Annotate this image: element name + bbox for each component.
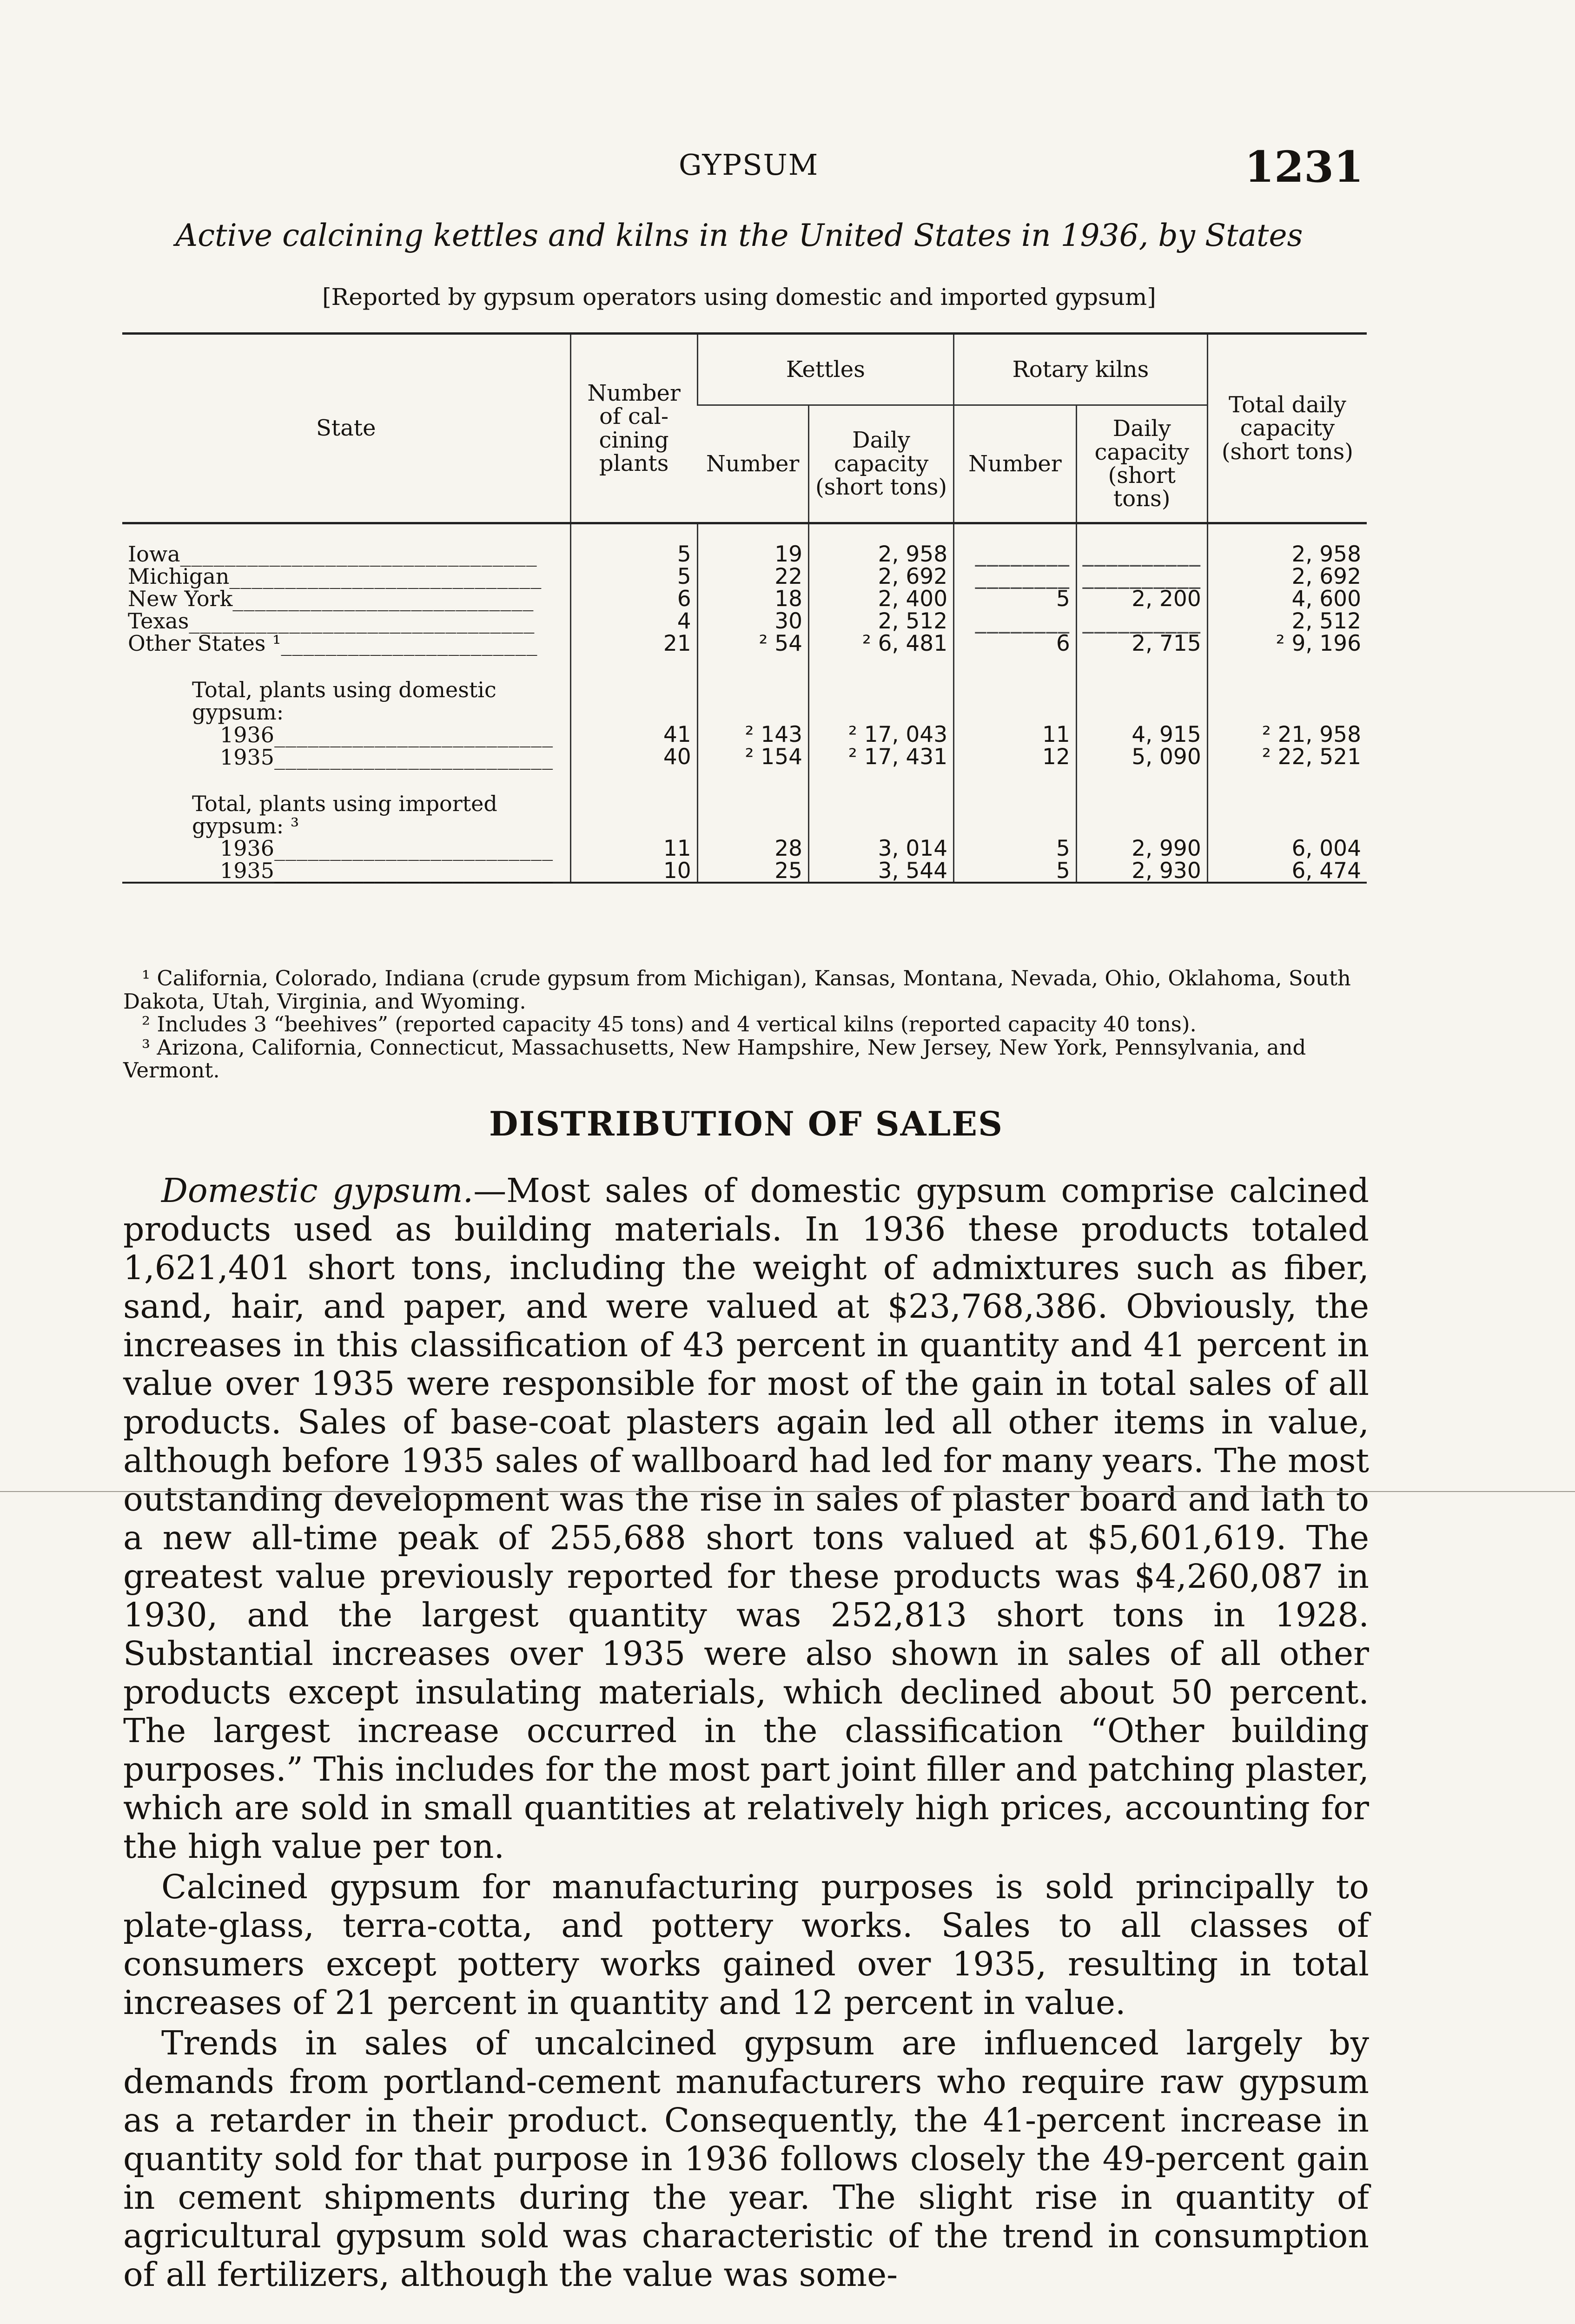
cell-kilns-capacity: __________ xyxy=(1076,565,1207,588)
col-group-rotary-kilns: Rotary kilns xyxy=(954,334,1208,405)
cell-plants: 5 xyxy=(570,565,697,588)
cell-plants: 4 xyxy=(570,610,697,632)
table-row xyxy=(122,859,1367,883)
cell-plants: 5 xyxy=(570,543,697,565)
cell-kettles-capacity: 2, 958 xyxy=(809,543,954,565)
footnote: ¹ California, Colorado, Indiana (crude gypsum from Michigan), Kansas, Montana, Nevada, Ohio, Oklahoma, South Dakota, Utah, Virginia, and Wyoming. xyxy=(123,966,1351,1014)
paragraph-text: —Most sales of domestic gypsum comprise calcined products used as building materials. In 1936 these products totaled 1,621,401 short tons, including the weight of admixtures such as fiber, sand, hair, and paper, and were valued at $23,768,386. Obviously, the increases in this classification of 43 percent in quantity and 41 percent in value over 1935 were responsible for most of the gain in total sales of all products. Sales of base-coat plasters again led all other items in value, although before 1935 sales of wallboard had led for many years. The most outstanding development was the rise in sales of plaster board and lath to a new all-time peak of 255,688 short tons valued at $5,601,619. The greatest value previously reported for these products was $4,260,087 in 1930, and the largest quantity was 252,813 short tons in 1928. Substantial increases over 1935 were also shown in sales of all other products except insulating materials, which declined about 50 percent. The largest increase occurred in the classification “Other building purposes.” This includes for the most part joint filler and patching plaster, which are sold in small quantities at relatively high prices, accounting for the high value per ton. xyxy=(123,1171,1369,1866)
col-header-kilns-number: Number xyxy=(954,405,1077,523)
cell-kilns-capacity: 2, 990 xyxy=(1076,837,1207,859)
row-label: Michigan xyxy=(128,564,230,589)
row-label: Texas xyxy=(128,608,189,634)
leader-dots: _________________________ xyxy=(274,722,554,747)
cell-total: ² 22, 521 xyxy=(1207,746,1367,768)
cell-kilns-capacity: 4, 915 xyxy=(1076,724,1207,746)
leader-dots: ____________________________ xyxy=(229,564,542,589)
cell-kilns-number: ________ xyxy=(954,565,1077,588)
leader-dots: _________________________ xyxy=(274,836,554,861)
cell-kettles-capacity: ² 17, 431 xyxy=(809,746,954,768)
row-label: 1935 xyxy=(220,744,275,770)
running-head: GYPSUM xyxy=(679,148,819,182)
cell-kettles-capacity: 2, 692 xyxy=(809,565,954,588)
table-row xyxy=(122,837,1367,859)
col-header-kettles-capacity: Daily capacity (short tons) xyxy=(809,405,954,523)
table-row xyxy=(122,543,1367,565)
cell-kilns-number: 5 xyxy=(954,588,1077,610)
table-note: [Reported by gypsum operators using domestic and imported gypsum] xyxy=(322,284,1156,310)
row-label: Iowa xyxy=(128,541,180,567)
leader-dots: _________________________ xyxy=(274,858,554,884)
cell-kilns-number: ________ xyxy=(954,543,1077,565)
cell-plants: 41 xyxy=(570,724,697,746)
cell-total: 4, 600 xyxy=(1207,588,1367,610)
section-title: DISTRIBUTION OF SALES xyxy=(489,1104,1003,1143)
table-row xyxy=(122,610,1367,632)
table-row xyxy=(122,632,1367,654)
col-group-kettles: Kettles xyxy=(697,334,953,405)
cell-kettles-capacity: ² 17, 043 xyxy=(809,724,954,746)
cell-total: ² 9, 196 xyxy=(1207,632,1367,654)
paragraph-lead: Domestic gypsum. xyxy=(161,1171,474,1210)
cell-kettles-number: ² 154 xyxy=(697,746,808,768)
row-label: 1936 xyxy=(220,836,275,861)
cell-kilns-capacity: 2, 715 xyxy=(1076,632,1207,654)
leader-dots: _______________________ xyxy=(281,631,538,656)
table-row xyxy=(122,565,1367,588)
cell-kettles-capacity: 2, 512 xyxy=(809,610,954,632)
row-label: New York xyxy=(128,586,233,611)
table-group-heading xyxy=(122,673,1367,724)
cell-plants: 6 xyxy=(570,588,697,610)
cell-kilns-capacity: 5, 090 xyxy=(1076,746,1207,768)
leader-dots: _________________________ xyxy=(274,744,554,770)
footnote: ³ Arizona, California, Connecticut, Massachusetts, New Hampshire, New Jersey, New York, Pennsylvania, and Vermont. xyxy=(123,1035,1306,1083)
cell-kettles-capacity: 3, 014 xyxy=(809,837,954,859)
scan-fold-line xyxy=(0,1491,1575,1492)
cell-kettles-number: 25 xyxy=(697,859,808,883)
col-header-state: State xyxy=(122,334,570,523)
cell-kilns-capacity: 2, 200 xyxy=(1076,588,1207,610)
cell-kilns-number: 12 xyxy=(954,746,1077,768)
cell-kilns-number: 6 xyxy=(954,632,1077,654)
table-group-heading xyxy=(122,787,1367,838)
cell-kilns-number: ________ xyxy=(954,610,1077,632)
cell-kettles-capacity: ² 6, 481 xyxy=(809,632,954,654)
table-row xyxy=(122,746,1367,768)
cell-kettles-number: ² 143 xyxy=(697,724,808,746)
body-text xyxy=(123,1171,1369,2294)
col-header-kilns-capacity: Daily capacity (short tons) xyxy=(1076,405,1207,523)
table-row xyxy=(122,724,1367,746)
cell-kilns-number: 5 xyxy=(954,837,1077,859)
cell-kilns-capacity: __________ xyxy=(1076,543,1207,565)
cell-kilns-capacity: 2, 930 xyxy=(1076,859,1207,883)
paragraph: Calcined gypsum for manufacturing purposes is sold principally to plate-glass, terra-cotta, and pottery works. Sales to all classes of consumers except pottery works gained over 1935, resulting in total increases of 21 percent in quantity and 12 percent in value. xyxy=(123,1868,1369,2022)
cell-kettles-number: 28 xyxy=(697,837,808,859)
cell-kilns-number: 11 xyxy=(954,724,1077,746)
cell-kilns-capacity: __________ xyxy=(1076,610,1207,632)
cell-plants: 40 xyxy=(570,746,697,768)
row-label: 1936 xyxy=(220,722,275,747)
cell-kettles-capacity: 3, 544 xyxy=(809,859,954,883)
cell-total: 2, 958 xyxy=(1207,543,1367,565)
paragraph: Trends in sales of uncalcined gypsum are influenced largely by demands from portland-cement manufacturers who require raw gypsum as a retarder in their product. Consequently, the 41-percent increase in quantity sold for that purpose in 1936 follows closely the 49-percent gain in cement shipments during the year. The slight rise in quantity of agricultural gypsum sold was characteristic of the trend in consumption of all fertilizers, although the value was some- xyxy=(123,2024,1369,2294)
table-footnotes xyxy=(123,967,1369,1082)
row-label: 1935 xyxy=(220,858,275,884)
leader-dots: ________________________________ xyxy=(180,541,537,567)
col-header-total-daily: Total daily capacity (short tons) xyxy=(1207,334,1367,523)
col-header-kettles-number: Number xyxy=(697,405,808,523)
cell-kettles-capacity: 2, 400 xyxy=(809,588,954,610)
domestic-total-label: Total, plants using domestic gypsum: xyxy=(192,677,496,725)
cell-total: ² 21, 958 xyxy=(1207,724,1367,746)
col-header-plants: Number of cal- cining plants xyxy=(570,334,697,523)
paragraph xyxy=(123,1171,1369,1866)
cell-plants: 11 xyxy=(570,837,697,859)
cell-plants: 10 xyxy=(570,859,697,883)
cell-kettles-number: 30 xyxy=(697,610,808,632)
page-number: 1231 xyxy=(1244,142,1363,192)
cell-kilns-number: 5 xyxy=(954,859,1077,883)
cell-total: 6, 004 xyxy=(1207,837,1367,859)
leader-dots: ___________________________ xyxy=(232,586,534,611)
row-label: Other States ¹ xyxy=(128,631,281,656)
table-row xyxy=(122,588,1367,610)
cell-kettles-number: 18 xyxy=(697,588,808,610)
table-title: Active calcining kettles and kilns in the United States in 1936, by States xyxy=(175,218,1303,253)
cell-total: 2, 692 xyxy=(1207,565,1367,588)
imported-total-label: Total, plants using imported gypsum: ³ xyxy=(192,791,497,838)
cell-total: 2, 512 xyxy=(1207,610,1367,632)
cell-kettles-number: 19 xyxy=(697,543,808,565)
kettles-kilns-table xyxy=(122,332,1367,884)
footnote: ² Includes 3 “beehives” (reported capacity 45 tons) and 4 vertical kilns (reported capacity 40 tons). xyxy=(142,1012,1197,1037)
cell-plants: 21 xyxy=(570,632,697,654)
cell-kettles-number: ² 54 xyxy=(697,632,808,654)
cell-kettles-number: 22 xyxy=(697,565,808,588)
cell-total: 6, 474 xyxy=(1207,859,1367,883)
leader-dots: _______________________________ xyxy=(189,608,535,634)
